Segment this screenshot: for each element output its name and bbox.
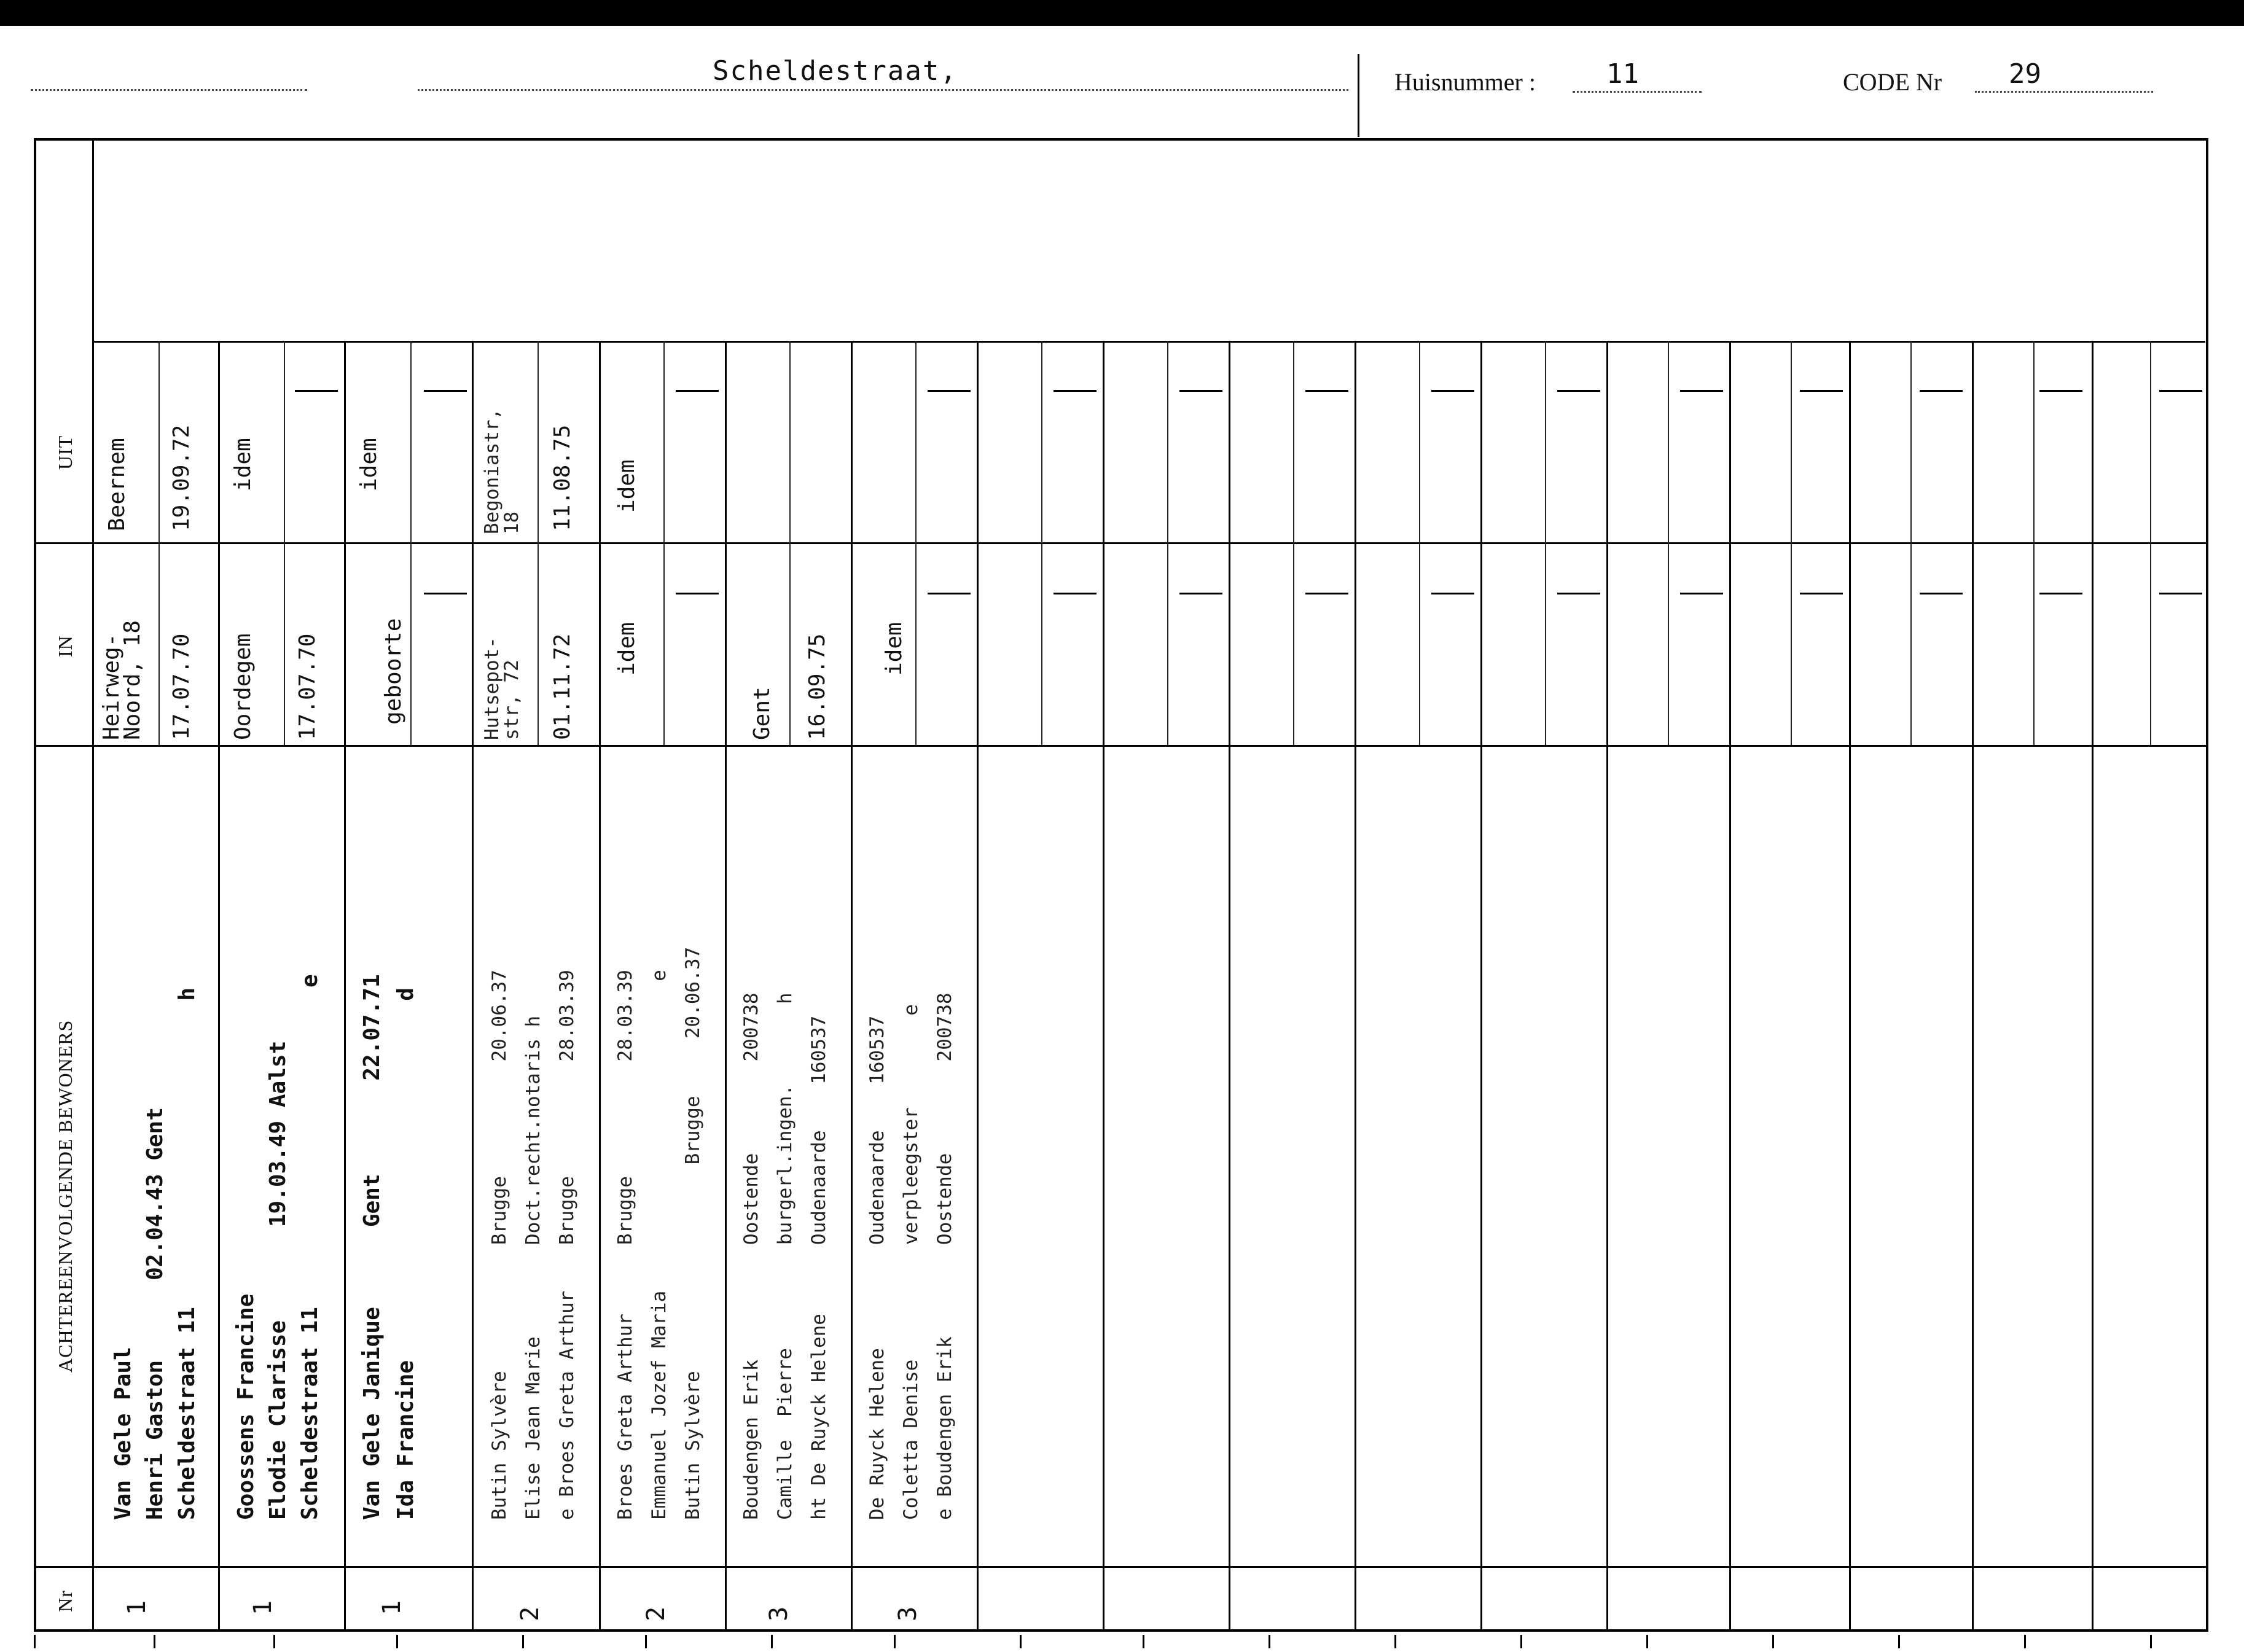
bottom-margin-tick <box>1898 1635 1900 1648</box>
column-divider <box>218 341 220 1632</box>
code-nr-label: CODE Nr <box>1843 68 1942 96</box>
record-4-uit-date: 11.08.75 <box>550 424 575 531</box>
empty-mark-dash <box>424 390 467 392</box>
column-divider <box>1606 341 1608 1632</box>
empty-mark-dash <box>2159 390 2202 392</box>
record-6-spouse-line: ht De Ruyck Helene Oudenaarde 160537 <box>808 1015 830 1520</box>
bottom-margin-tick <box>1269 1635 1270 1648</box>
uit-row-label: UIT <box>54 435 76 470</box>
empty-mark-dash <box>1800 390 1843 392</box>
record-6-nr: 3 <box>765 1606 793 1621</box>
empty-mark-dash <box>2039 593 2082 594</box>
sub-column-divider <box>1668 341 1669 745</box>
record-5-uit-place: idem <box>614 459 639 513</box>
record-3-name-line: Van Gele Janique Gent 22.07.71 <box>359 974 385 1520</box>
empty-mark-dash <box>1557 593 1600 594</box>
bottom-margin-tick <box>1020 1635 1022 1648</box>
record-7-detail-line: Coletta Denise verpleegster e <box>900 1004 922 1520</box>
code-nr-dotted-line <box>1975 91 2153 93</box>
header-dotted-line-street <box>418 89 1348 91</box>
empty-mark-dash <box>1305 593 1348 594</box>
bottom-margin-tick <box>1772 1635 1774 1648</box>
record-1-address-line: Scheldestraat 11 h <box>174 988 200 1520</box>
sub-column-divider <box>915 341 917 745</box>
empty-mark-dash <box>1920 593 1963 594</box>
sub-column-divider <box>158 341 160 745</box>
header-dotted-line-left <box>31 89 307 91</box>
record-5-name-line: Broes Greta Arthur Brugge 28.03.39 <box>614 970 636 1520</box>
record-1-in-date: 17.07.70 <box>169 633 194 740</box>
bottom-margin-tick <box>273 1635 275 1648</box>
record-2-nr: 1 <box>249 1600 277 1615</box>
record-6-detail-line: Camille Pierre burgerl.ingen. h <box>774 992 796 1520</box>
bottom-margin-tick <box>1143 1635 1144 1648</box>
huisnummer-label: Huisnummer : <box>1394 68 1536 96</box>
record-3-uit-place: idem <box>356 438 381 491</box>
bottom-margin-tick <box>396 1635 398 1648</box>
sub-column-divider <box>2150 341 2151 745</box>
sub-column-divider <box>1167 341 1168 745</box>
band-divider-top <box>92 341 2205 343</box>
record-2-in-place: Oordegem <box>230 633 256 740</box>
record-3-in-place: geboorte <box>381 618 406 725</box>
record-5-spouse-line: Butin Sylvère Brugge 20.06.37 <box>682 946 704 1520</box>
column-divider <box>851 341 853 1632</box>
label-column-divider <box>92 138 94 1632</box>
sub-column-divider <box>1293 341 1294 745</box>
scan-top-edge <box>0 0 2244 26</box>
empty-mark-dash <box>1680 390 1723 392</box>
column-divider <box>2092 341 2093 1632</box>
nr-row-label: Nr <box>54 1590 76 1612</box>
record-4-in-place: Hutsepot- str, 72 <box>481 637 523 740</box>
sub-column-divider <box>410 341 412 745</box>
empty-mark-dash <box>2159 593 2202 594</box>
record-6-name-line: Boudengen Erik Oostende 200738 <box>740 992 762 1520</box>
empty-mark-dash <box>2039 390 2082 392</box>
record-7-nr: 3 <box>894 1606 922 1621</box>
record-4-in-date: 01.11.72 <box>550 633 575 740</box>
huisnummer-dotted-line <box>1573 91 1702 93</box>
bottom-margin-tick <box>894 1635 896 1648</box>
record-5-in-place: idem <box>614 622 639 676</box>
empty-mark-dash <box>1800 593 1843 594</box>
record-7-in-place: idem <box>882 622 907 676</box>
column-divider <box>1355 341 1356 1632</box>
record-3-detail-line: Ida Francine d <box>393 988 418 1520</box>
sub-column-divider <box>789 341 791 745</box>
record-7-name-line: De Ruyck Helene Oudenaarde 160537 <box>866 1015 888 1520</box>
empty-mark-dash <box>928 390 971 392</box>
record-6-in-date: 16.09.75 <box>805 633 830 740</box>
record-4-uit-place: Begoniastr, 18 <box>481 408 523 534</box>
record-5-detail-line: Emmanuel Jozef Maria e <box>648 970 670 1520</box>
column-divider <box>1229 341 1230 1632</box>
bewoners-row-label: ACHTEREENVOLGENDE BEWONERS <box>54 1019 76 1373</box>
record-2-name-line: Goossens Francine <box>233 1293 259 1520</box>
column-divider <box>1480 341 1482 1632</box>
record-1-uit-date: 19.09.72 <box>169 424 194 531</box>
empty-mark-dash <box>1054 593 1097 594</box>
record-4-name-line: Butin Sylvère Brugge 20.06.37 <box>488 970 510 1520</box>
sub-column-divider <box>663 341 665 745</box>
record-1-detail-line: Henri Gaston 02.04.43 Gent <box>143 1107 168 1520</box>
record-4-nr: 2 <box>516 1606 544 1621</box>
record-2-in-date: 17.07.70 <box>295 633 320 740</box>
empty-mark-dash <box>424 593 467 594</box>
bottom-margin-tick <box>522 1635 524 1648</box>
band-divider-in-bewoners <box>34 745 2208 747</box>
bottom-margin-tick <box>34 1635 36 1648</box>
bottom-margin-tick <box>2024 1635 2026 1648</box>
sub-column-divider <box>1041 341 1042 745</box>
empty-mark-dash <box>1179 593 1222 594</box>
sub-column-divider <box>1791 341 1792 745</box>
band-divider-bewoners-nr <box>34 1566 2208 1568</box>
record-5-nr: 2 <box>642 1606 670 1621</box>
record-2-address-line: Scheldestraat 11 e <box>297 974 323 1520</box>
empty-mark-dash <box>1054 390 1097 392</box>
bottom-margin-tick <box>771 1635 773 1648</box>
record-2-detail-line: Elodie Clarisse 19.03.49 Aalst <box>265 1040 291 1520</box>
empty-mark-dash <box>1557 390 1600 392</box>
record-1-nr: 1 <box>123 1600 151 1615</box>
sub-column-divider <box>1419 341 1420 745</box>
column-divider <box>472 341 474 1632</box>
record-7-spouse-line: e Boudengen Erik Oostende 200738 <box>934 992 956 1520</box>
record-2-uit-place: idem <box>230 438 256 491</box>
record-4-detail-line: Elise Jean Marie Doct.recht.notaris h <box>522 1015 544 1520</box>
column-divider <box>1972 341 1974 1632</box>
column-divider <box>1103 341 1104 1632</box>
record-6-in-place: Gent <box>749 687 775 740</box>
empty-mark-dash <box>1920 390 1963 392</box>
empty-mark-dash <box>676 390 719 392</box>
bottom-margin-tick <box>1520 1635 1522 1648</box>
column-divider <box>977 341 979 1632</box>
code-nr-value: 29 <box>2009 58 2041 90</box>
column-divider <box>599 341 601 1632</box>
empty-mark-dash <box>1431 390 1474 392</box>
column-divider <box>1849 341 1851 1632</box>
sub-column-divider <box>284 341 285 745</box>
band-divider-uit-in <box>34 542 2208 544</box>
sub-column-divider <box>1545 341 1546 745</box>
bottom-margin-tick <box>1646 1635 1648 1648</box>
empty-mark-dash <box>1179 390 1222 392</box>
column-divider <box>725 341 727 1632</box>
street-name: Scheldestraat, <box>713 55 958 87</box>
empty-mark-dash <box>295 390 338 392</box>
column-divider <box>1729 341 1731 1632</box>
sub-column-divider <box>2033 341 2035 745</box>
record-4-spouse-line: e Broes Greta Arthur Brugge 28.03.39 <box>556 970 578 1520</box>
bottom-margin-tick <box>1394 1635 1396 1648</box>
empty-mark-dash <box>928 593 971 594</box>
record-1-in-place: Heirweg- Noord, 18 <box>99 620 145 740</box>
record-1-uit-place: Beernem <box>104 438 130 531</box>
empty-mark-dash <box>676 593 719 594</box>
record-3-nr: 1 <box>378 1600 406 1615</box>
huisnummer-value: 11 <box>1606 58 1639 90</box>
bottom-margin-tick <box>645 1635 647 1648</box>
bottom-margin-tick <box>154 1635 155 1648</box>
bottom-margin-tick <box>2150 1635 2152 1648</box>
column-divider <box>344 341 346 1632</box>
empty-mark-dash <box>1305 390 1348 392</box>
sub-column-divider <box>1910 341 1912 745</box>
empty-mark-dash <box>1680 593 1723 594</box>
in-row-label: IN <box>54 635 76 657</box>
record-1-name-line: Van Gele Paul <box>111 1347 136 1520</box>
empty-mark-dash <box>1431 593 1474 594</box>
header-separator <box>1358 54 1359 137</box>
sub-column-divider <box>538 341 539 745</box>
